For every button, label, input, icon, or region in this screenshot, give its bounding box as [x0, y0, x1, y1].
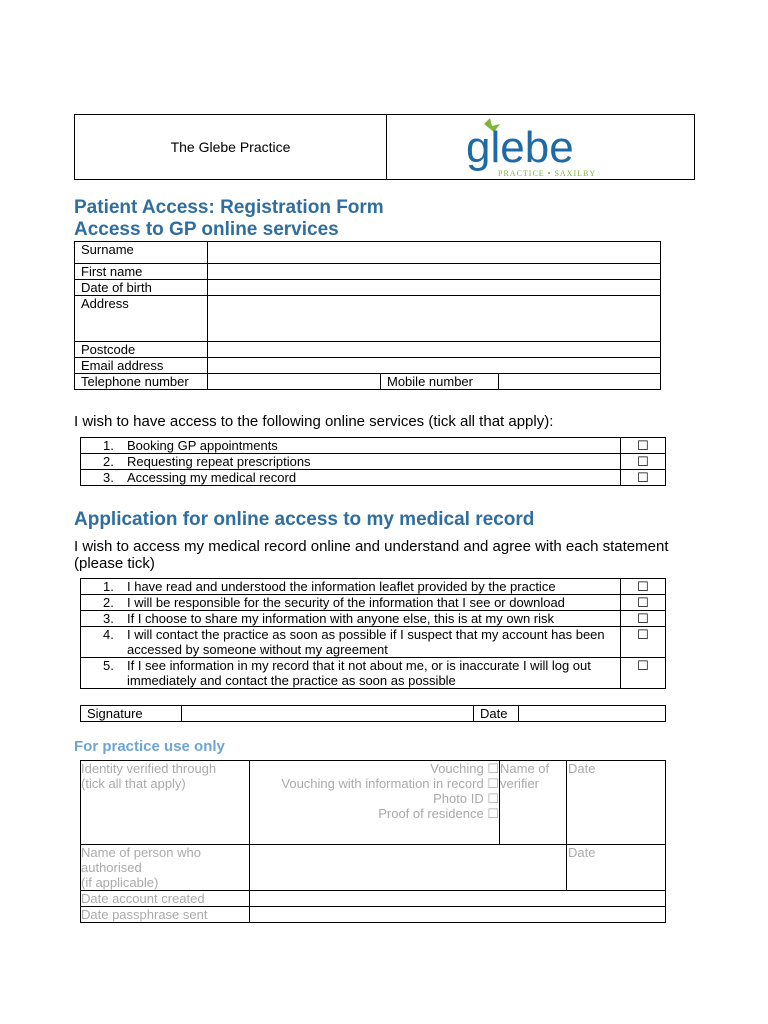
statement-checkbox-4[interactable]: ☐: [621, 627, 666, 658]
service-item-3: 3. Accessing my medical record: [81, 470, 621, 486]
surname-label: Surname: [75, 242, 208, 264]
identity-verified-cell: Identity verified through (tick all that apply): [81, 761, 250, 845]
application-heading: Application for online access to my medical record: [74, 509, 535, 530]
authorised-date-cell: Date: [567, 845, 666, 891]
header-box: [74, 114, 695, 180]
statement-4: 4. I will contact the practice as soon as possible if I suspect that my account has been accessed by someone without my agreement: [81, 627, 621, 658]
statement-checkbox-2[interactable]: ☐: [621, 595, 666, 611]
signature-table: [80, 705, 666, 722]
passphrase-sent-label: Date passphrase sent: [81, 907, 250, 923]
date-field[interactable]: [519, 706, 666, 722]
statement-1: 1. I have read and understood the information leaflet provided by the practice: [81, 579, 621, 595]
first-name-field[interactable]: [208, 264, 661, 280]
service-checkbox-3[interactable]: ☐: [621, 470, 666, 486]
address-field[interactable]: [208, 296, 661, 342]
postcode-label: Postcode: [75, 342, 208, 358]
title-line-2: Access to GP online services: [74, 219, 339, 240]
statement-5: 5. If I see information in my record that it not about me, or is inaccurate I will log out immediately and contact the practice as soon as possible: [81, 658, 621, 689]
dob-label: Date of birth: [75, 280, 208, 296]
statement-checkbox-5[interactable]: ☐: [621, 658, 666, 689]
form-title: [74, 197, 384, 241]
telephone-label: Telephone number: [75, 374, 208, 390]
statement-checkbox-1[interactable]: ☐: [621, 579, 666, 595]
verifier-date-cell: Date: [567, 761, 666, 845]
account-created-field[interactable]: [250, 891, 666, 907]
first-name-label: First name: [75, 264, 208, 280]
service-checkbox-2[interactable]: ☐: [621, 454, 666, 470]
authorised-by-field[interactable]: [250, 845, 567, 891]
mobile-label: Mobile number: [381, 374, 499, 390]
verification-methods-cell: [250, 761, 500, 845]
personal-details-table: [74, 241, 661, 390]
statement-checkbox-3[interactable]: ☐: [621, 611, 666, 627]
application-intro: I wish to access my medical record online and understand and agree with each statement (please tick): [74, 538, 669, 572]
telephone-field[interactable]: [208, 374, 381, 390]
practice-use-heading: For practice use only: [74, 738, 225, 755]
authorised-by-cell: Name of person who authorised (if applicable): [81, 845, 250, 891]
practice-name: The Glebe Practice: [75, 115, 387, 179]
svg-text:glebe: glebe: [465, 123, 574, 172]
passphrase-sent-field[interactable]: [250, 907, 666, 923]
mobile-field[interactable]: [499, 374, 661, 390]
services-table: [80, 437, 666, 486]
vouching-option[interactable]: Vouching ☐: [430, 761, 499, 776]
email-label: Email address: [75, 358, 208, 374]
statement-3: 3. If I choose to share my information with anyone else, this is at my own risk: [81, 611, 621, 627]
email-field[interactable]: [208, 358, 661, 374]
photo-id-option[interactable]: Photo ID ☐: [433, 791, 499, 806]
service-checkbox-1[interactable]: ☐: [621, 438, 666, 454]
address-label: Address: [75, 296, 208, 342]
service-item-2: 2. Requesting repeat prescriptions: [81, 454, 621, 470]
proof-residence-option[interactable]: Proof of residence ☐: [378, 806, 499, 821]
service-item-1: 1. Booking GP appointments: [81, 438, 621, 454]
glebe-logo: [387, 115, 694, 179]
statement-2: 2. I will be responsible for the security of the information that I see or download: [81, 595, 621, 611]
practice-use-table: [80, 760, 666, 923]
title-line-1: Patient Access: Registration Form: [74, 197, 384, 218]
svg-text:PRACTICE • SAXILBY: PRACTICE • SAXILBY: [497, 169, 596, 178]
statements-table: [80, 578, 666, 689]
signature-label: Signature: [81, 706, 182, 722]
surname-field[interactable]: [208, 242, 661, 264]
account-created-label: Date account created: [81, 891, 250, 907]
name-of-verifier-cell: Name of verifier: [500, 761, 567, 845]
date-label: Date: [474, 706, 519, 722]
vouching-info-option[interactable]: Vouching with information in record ☐: [281, 776, 499, 791]
dob-field[interactable]: [208, 280, 661, 296]
glebe-logo-icon: [466, 116, 616, 178]
services-intro: I wish to have access to the following online services (tick all that apply):: [74, 413, 554, 430]
signature-field[interactable]: [182, 706, 474, 722]
postcode-field[interactable]: [208, 342, 661, 358]
